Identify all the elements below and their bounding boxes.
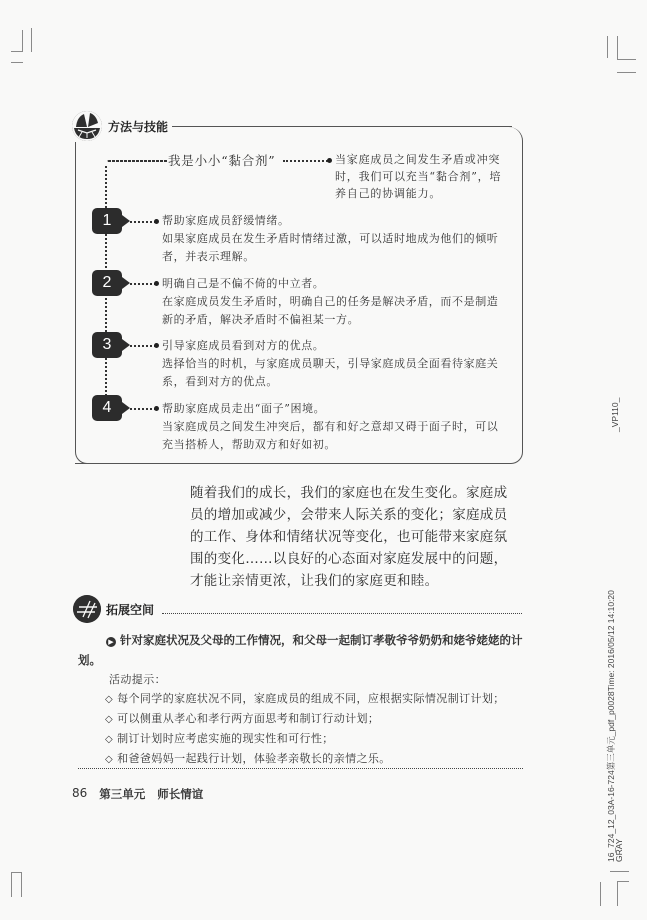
step-detail: 选择恰当的时机，与家庭成员聊天，引导家庭成员全面看待家庭关系，看到对方的优点。	[162, 357, 499, 388]
diamond-icon: ◇	[105, 714, 114, 725]
step-badge-4: 4	[92, 395, 122, 421]
diamond-icon: ◇	[105, 694, 114, 705]
diamond-icon: ◇	[105, 754, 114, 765]
step-bullet-4	[154, 406, 159, 411]
crop-mark-top-right	[617, 59, 636, 60]
step-badge-1: 1	[92, 208, 122, 234]
step-badge-2: 2	[92, 270, 122, 296]
step-item-1	[162, 212, 502, 266]
methods-frame-left	[75, 142, 90, 464]
connector-intro-left	[107, 160, 167, 162]
hints-title: 活动提示：	[109, 673, 166, 686]
task-text: 针对家庭状况及父母的工作情况，和父母一起制订孝敬爷爷奶奶和姥爷姥姥的计划。	[78, 633, 523, 667]
extend-section-header	[73, 595, 154, 623]
step-badge-3: 3	[92, 332, 122, 358]
extend-bottom-rule	[78, 768, 523, 769]
crop-mark-bottom-right	[617, 881, 629, 882]
striped-globe-icon	[73, 595, 101, 623]
step-item-3	[162, 337, 502, 391]
crop-mark-bottom-right	[610, 871, 629, 872]
step-item-4	[162, 400, 502, 454]
step-detail: 如果家庭成员在发生矛盾时情绪过激，可以适时地成为他们的倾听者，并表示理解。	[162, 232, 499, 263]
extend-task	[78, 630, 523, 670]
crop-mark-top-right	[617, 72, 636, 73]
step-title: 帮助家庭成员走出“面子”困境。	[162, 402, 326, 415]
step-bullet-3	[154, 343, 159, 348]
crop-mark-bottom-right	[600, 882, 601, 906]
play-arrow-icon: ▶	[106, 637, 116, 647]
crop-mark-bottom-left	[11, 873, 12, 897]
crop-mark-top-left	[31, 28, 32, 52]
connector-intro-right	[283, 160, 328, 162]
crop-mark-top-left	[11, 62, 23, 63]
unit-label: 第三单元	[99, 787, 146, 801]
diamond-icon: ◇	[105, 734, 114, 745]
step-bullet-1	[154, 219, 159, 224]
hint-item: ◇ 制订计划时应考虑实施的现实性和可行性；	[105, 729, 530, 749]
connector-bullet	[327, 158, 332, 163]
extend-section-title: 拓展空间	[106, 602, 155, 617]
intro-title: 我是小小“黏合剂”	[168, 153, 276, 168]
activity-hints	[105, 670, 530, 769]
topic-label: 师长情谊	[157, 787, 204, 801]
intro-description: 当家庭成员之间发生矛盾或冲突时，我们可以充当“黏合剂”，培养自己的协调能力。	[335, 153, 502, 200]
crop-mark-top-left	[22, 30, 23, 52]
hint-item: ◇ 和爸爸妈妈一起践行计划，体验孝亲敬长的亲情之乐。	[105, 749, 530, 769]
vp-label: _VP110_	[610, 397, 620, 432]
crop-mark-top-right	[607, 36, 608, 58]
hint-item: ◇ 每个同学的家庭状况不同，家庭成员的组成不同，应根据实际情况制订计划；	[105, 689, 530, 709]
step-connector-4	[130, 408, 156, 410]
hint-item: ◇ 可以侧重从孝心和孝行两方面思考和制订行动计划；	[105, 709, 530, 729]
step-detail: 当家庭成员之间发生冲突后，都有和好之意却又碍于面子时，可以充当搭桥人，帮助双方和好如初。	[162, 420, 499, 451]
step-title: 引导家庭成员看到对方的优点。	[162, 339, 325, 352]
step-connector-3	[130, 345, 156, 347]
step-title: 明确自己是不偏不倚的中立者。	[162, 277, 325, 290]
step-bullet-2	[154, 281, 159, 286]
color-mode-label: GRAY	[614, 838, 624, 862]
page-number: 86	[72, 786, 88, 800]
step-detail: 在家庭成员发生矛盾时，明确自己的任务是解决矛盾，而不是制造新的矛盾，解决矛盾时不偏袒某一方。	[162, 295, 499, 326]
step-connector-1	[130, 221, 156, 223]
step-connector-2	[130, 283, 156, 285]
step-title: 帮助家庭成员舒缓情绪。	[162, 214, 290, 227]
crop-mark-bottom-left	[11, 872, 22, 873]
crop-mark-top-right	[617, 36, 618, 60]
page-footer	[72, 786, 203, 802]
file-info-label: 16_724_12_03A-16-724第三单元_pdf_p0028Time: 2016/05/12 14:10:20	[606, 590, 616, 862]
crop-mark-bottom-left	[21, 873, 22, 897]
methods-section-title: 方法与技能	[108, 119, 169, 134]
step-item-2	[162, 275, 502, 329]
extend-header-rule	[162, 613, 522, 614]
body-paragraph: 随着我们的成长，我们的家庭也在发生变化。家庭成员的增加或减少，会带来人际关系的变化；家庭成员的工作、身体和情绪状况等变化，也可能带来家庭氛围的变化……以良好的心态面对家庭发展中的问题，才能让亲情更浓，让我们的家庭更和睦。	[190, 485, 508, 589]
crop-mark-bottom-right	[617, 882, 618, 906]
